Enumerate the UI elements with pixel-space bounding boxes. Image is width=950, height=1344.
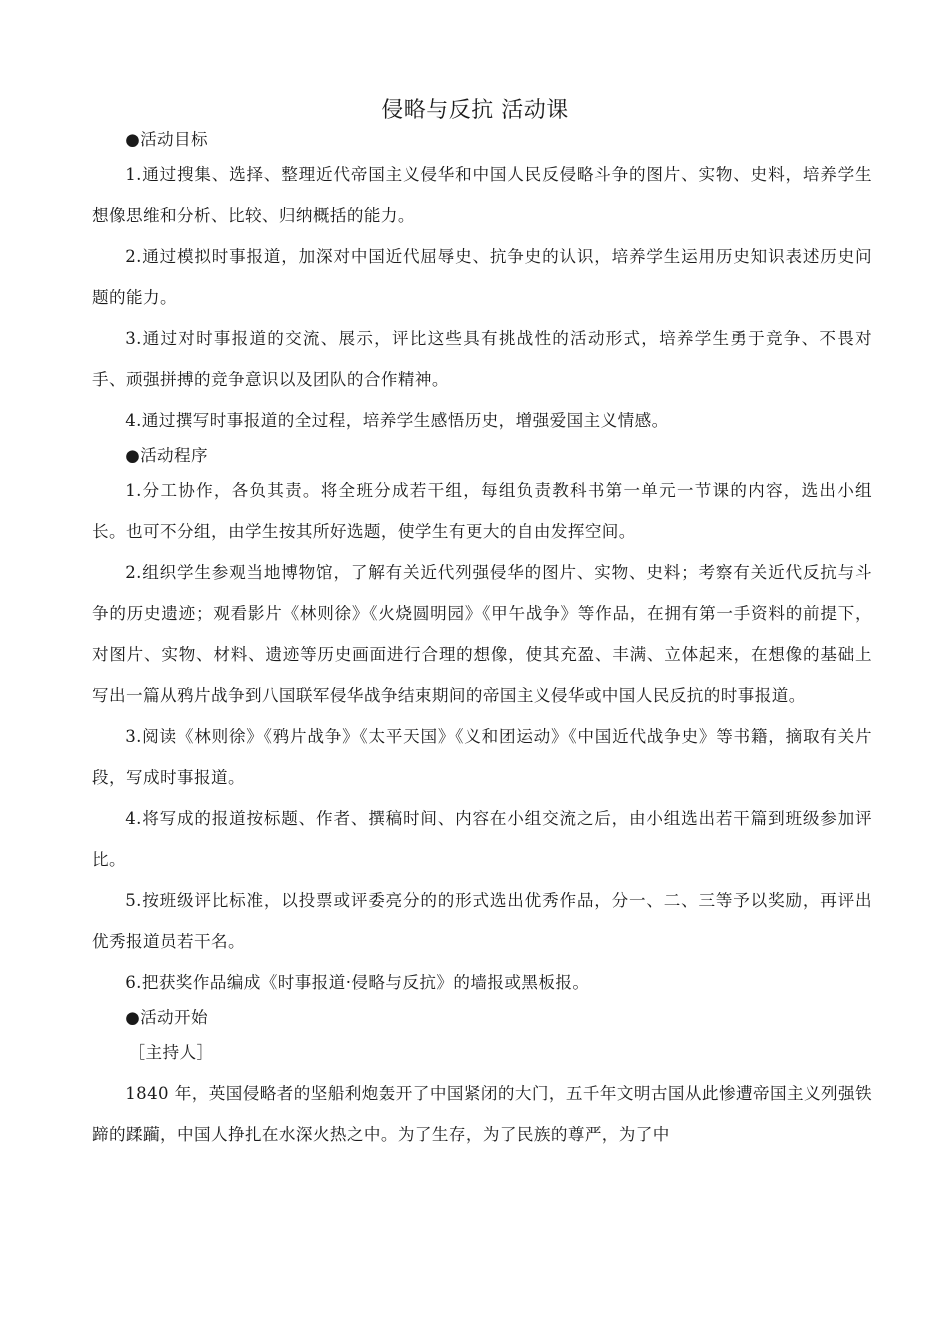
host-label: ［主持人］ (128, 1043, 214, 1062)
goal-item-2: 2.通过模拟时事报道，加深对中国近代屈辱史、抗争史的认识，培养学生运用历史知识表述历史问题的能力。 (92, 247, 872, 307)
procedure-item-2: 2.组织学生参观当地博物馆，了解有关近代列强侵华的图片、实物、史料；考察有关近代反抗与斗争的历史遗迹；观看影片《林则徐》《火烧圆明园》《甲午战争》等作品，在拥有第一手资料的前提下，对图片、实物、材料、遗迹等历史画面进行合理的想像，使其充盈、丰满、立体起来，在想像的基础上写出一篇从鸦片战争到八国联军侵华战争结束期间的帝国主义侵华或中国人民反抗的时事报道。 (92, 563, 872, 705)
host-paragraph: 1840 年，英国侵略者的坚船利炮轰开了中国紧闭的大门，五千年文明古国从此惨遭帝国主义列强铁蹄的蹂躏，中国人挣扎在水深火热之中。为了生存，为了民族的尊严，为了中 (92, 1084, 872, 1144)
section-heading-start: ●活动开始 (125, 1008, 209, 1027)
procedure-item-6: 6.把获奖作品编成《时事报道·侵略与反抗》的墙报或黑板报。 (125, 973, 590, 992)
procedure-item-3: 3.阅读《林则徐》《鸦片战争》《太平天国》《义和团运动》《中国近代战争史》等书籍，摘取有关片段，写成时事报道。 (92, 727, 872, 787)
section-heading-goals: ●活动目标 (125, 130, 209, 149)
procedure-item-1: 1.分工协作，各负其责。将全班分成若干组，每组负责教科书第一单元一节课的内容，选出小组长。也可不分组，由学生按其所好选题，使学生有更大的自由发挥空间。 (92, 481, 872, 541)
procedure-item-5: 5.按班级评比标准，以投票或评委亮分的的形式选出优秀作品，分一、二、三等予以奖励，再评出优秀报道员若干名。 (92, 891, 872, 951)
document-body (92, 126, 872, 1155)
procedure-item-4: 4.将写成的报道按标题、作者、撰稿时间、内容在小组交流之后，由小组选出若干篇到班级参加评比。 (92, 809, 872, 869)
section-heading-procedure: ●活动程序 (125, 446, 209, 465)
page-title: 侵略与反抗 活动课 (381, 98, 569, 123)
goal-item-1: 1.通过搜集、选择、整理近代帝国主义侵华和中国人民反侵略斗争的图片、实物、史料，培养学生想像思维和分析、比较、归纳概括的能力。 (92, 165, 872, 225)
goal-item-3: 3.通过对时事报道的交流、展示，评比这些具有挑战性的活动形式，培养学生勇于竞争、不畏对手、顽强拼搏的竞争意识以及团队的合作精神。 (92, 329, 872, 389)
goal-item-4: 4.通过撰写时事报道的全过程，培养学生感悟历史，增强爱国主义情感。 (125, 411, 669, 430)
